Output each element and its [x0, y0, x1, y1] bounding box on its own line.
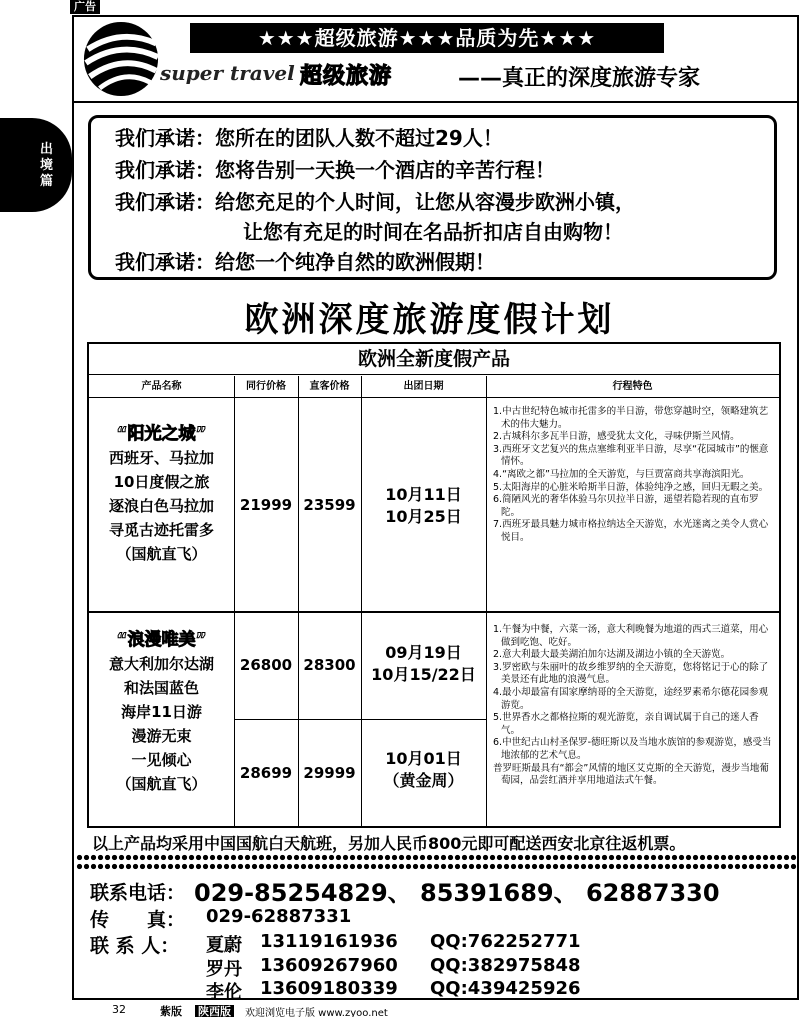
col-header-name: 产品名称	[141, 381, 182, 392]
product-line: （国航直飞）	[116, 775, 207, 793]
main-title: 欧洲深度旅游度假计划	[244, 300, 615, 340]
phone-numbers: 029-85254829、 85391689、 62887330	[194, 879, 720, 907]
itinerary-item: 3.罗密欧与朱丽叶的故乡维罗纳的全天游览，您将铭记于心的除了美景还有此地的浪漫气息。	[493, 661, 769, 686]
contact-name: 夏蔚	[206, 935, 242, 956]
itinerary-item: 2.古城科尔多瓦半日游，感受犹太文化，寻味伊斯兰风情。	[493, 431, 740, 443]
departure-dates	[361, 484, 486, 528]
departure-date: （黄金周）	[383, 771, 464, 790]
product-highlight: “阳光之城”	[116, 424, 207, 444]
col-header-trade-price: 同行价格	[246, 381, 286, 392]
col-divider	[486, 376, 487, 826]
contact-qq: QQ:762252771	[430, 931, 581, 952]
contact-phone: 13609180339	[260, 978, 398, 999]
product-highlight: “浪漫唯美”	[116, 630, 207, 650]
footer-site[interactable]: 欢迎浏览电子版 www.zyoo.net	[245, 1008, 388, 1017]
col-header-retail-price: 直客价格	[309, 381, 350, 392]
departure-date: 10月25日	[385, 507, 462, 526]
itinerary-item: 7.西班牙最具魅力城市格拉纳达全天游览，水光迷离之美令人赏心悦目。	[493, 519, 769, 543]
footer-section: 紫版	[160, 1005, 182, 1017]
departure-date: 10月15/22日	[371, 665, 476, 684]
itinerary-item: 5.太阳海岸的心脏米哈斯半日游，体验纯净之感，回归无暇之美。	[493, 481, 769, 493]
col-header-itinerary: 行程特色	[612, 381, 653, 392]
itinerary-item: 5.世界香水之都格拉斯的观光游览，亲自调试属于自己的迷人香气。	[493, 712, 759, 736]
itinerary-item: 1.中古世纪特色城市托雷多的半日游，带您穿越时空，领略建筑艺术的伟大魅力。	[493, 406, 769, 430]
itinerary-list-1	[493, 406, 777, 545]
product-line: 逐浪白色马拉加	[108, 497, 214, 515]
contact-person-label: 联 系 人：	[90, 935, 180, 957]
departure-dates	[361, 642, 486, 686]
promise-line: 我们承诺：给您充足的个人时间，让您从容漫步欧洲小镇，	[115, 190, 635, 214]
contact-qq: QQ:439425926	[430, 978, 581, 999]
product-line: 寻觅古迹托雷多	[108, 521, 214, 539]
contact-phone: 13119161936	[260, 931, 398, 952]
fax-number: 029-62887331	[206, 906, 352, 927]
footer-edition	[195, 1003, 234, 1017]
brand-english: super travel	[160, 61, 295, 85]
side-tab-label: 出境篇	[40, 142, 54, 189]
trade-price: 21999	[239, 496, 293, 514]
phone-label: 联系电话：	[90, 882, 186, 904]
trade-price: 28699	[239, 764, 293, 782]
table-title: 欧洲全新度假产品	[89, 344, 779, 375]
departure-date: 10月11日	[385, 485, 462, 504]
itinerary-item: 6.中世纪古山村圣保罗-德旺斯以及当地水族馆的参观游览，感受当地浓郁的艺术气息。	[493, 737, 772, 761]
col-divider	[234, 376, 235, 826]
row-divider	[89, 611, 779, 613]
promise-line: 我们承诺：给您一个纯净自然的欧洲假期！	[115, 250, 495, 274]
departure-dates	[361, 748, 486, 792]
promise-line: 让您有充足的时间在名品折扣店自由购物！	[243, 220, 623, 244]
dotted-divider	[76, 854, 797, 861]
retail-price: 28300	[303, 656, 356, 674]
slogan-banner: ★★★超级旅游★★★品质为先★★★	[190, 23, 664, 53]
tagline: ——真正的深度旅游专家	[458, 66, 701, 91]
ad-header	[74, 17, 797, 103]
contact-name: 李伦	[206, 982, 242, 1003]
itinerary-item: 4.“离欧之都”马拉加的全天游览，与巨贾富商共享海滨阳光。	[493, 468, 750, 480]
brand-logo-icon	[82, 19, 160, 99]
fax-label: 传 真：	[90, 909, 186, 931]
brand-chinese: 超级旅游	[300, 64, 393, 89]
promise-line: 我们承诺：您所在的团队人数不超过29人！	[115, 126, 503, 150]
section-side-tab	[0, 118, 72, 212]
itinerary-list-2	[493, 624, 777, 788]
contact-name: 罗丹	[206, 959, 242, 980]
itinerary-item: 3.西班牙文艺复兴的焦点塞维利亚半日游，尽享“花园城市”的惬意情怀。	[493, 443, 769, 468]
product-name-2	[89, 628, 234, 796]
departure-date: 09月19日	[385, 643, 462, 662]
product-line: 西班牙、马拉加	[108, 449, 214, 467]
product-table	[87, 342, 781, 828]
product-name-1	[89, 422, 234, 566]
product-line: 海岸11日游	[121, 703, 202, 721]
dotted-divider	[76, 863, 797, 870]
itinerary-item: 4.最小却最富有国家摩纳哥的全天游览，途经罗素希尔德花园参观游览。	[493, 686, 769, 711]
col-header-date: 出团日期	[403, 381, 444, 392]
contact-phone: 13609267960	[260, 955, 398, 976]
ad-tag: 广告	[70, 0, 100, 14]
itinerary-item: 1.午餐为中餐，六菜一汤，意大利晚餐为地道的西式三道菜，用心做到吃饱、吃好。	[493, 624, 769, 648]
product-line: 和法国蓝色	[123, 679, 199, 697]
product-line: 意大利加尔达湖	[108, 655, 214, 673]
footer-paper: 陕西版	[195, 1005, 234, 1017]
promise-box	[88, 115, 777, 280]
col-divider	[298, 376, 299, 826]
product-line: 10日度假之旅	[113, 473, 210, 491]
product-line: 漫游无束	[131, 727, 192, 745]
itinerary-item: 普罗旺斯最具有“都会”风情的地区艾克斯的全天游览，漫步当地葡萄园，品尝红酒并享用地道法式午餐。	[493, 762, 769, 787]
page-number: 32	[112, 1003, 126, 1016]
retail-price: 23599	[303, 496, 356, 514]
flight-note: 以上产品均采用中国国航白天航班，另加人民币800元即可配送西安北京往返机票。	[92, 834, 686, 853]
itinerary-item: 6.简陋风光的奢华体验马尔贝拉半日游，遥望若隐若现的直布罗陀。	[493, 494, 759, 518]
retail-price: 29999	[303, 764, 356, 782]
itinerary-item: 2.意大利最大最美湖泊加尔达湖及湖边小镇的全天游览。	[493, 649, 731, 661]
trade-price: 26800	[239, 656, 293, 674]
departure-divider	[234, 719, 486, 720]
departure-date: 10月01日	[385, 749, 462, 768]
product-line: 一见倾心	[131, 751, 192, 769]
product-line: （国航直飞）	[116, 545, 207, 563]
contact-qq: QQ:382975848	[430, 955, 581, 976]
promise-line: 我们承诺：您将告别一天换一个酒店的辛苦行程！	[115, 158, 555, 182]
